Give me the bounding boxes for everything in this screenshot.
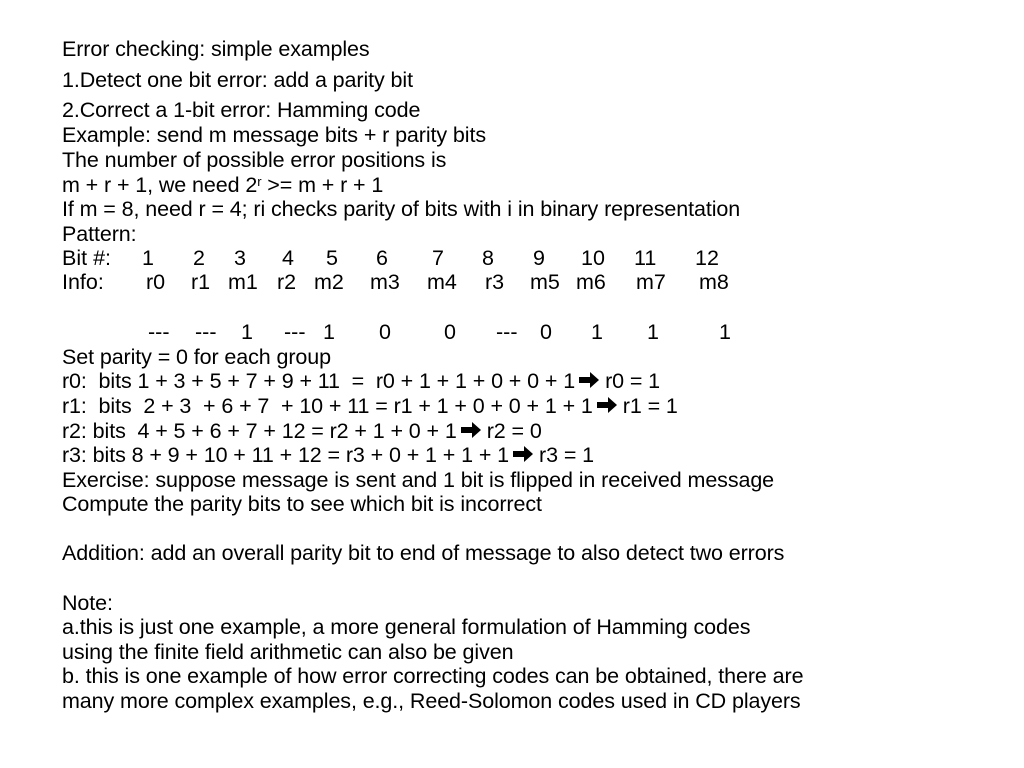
bit-number: 1 bbox=[142, 246, 154, 270]
info-value: m8 bbox=[699, 270, 729, 294]
inequality-pre: m + r + 1, we need 2 bbox=[62, 173, 258, 197]
bit-number: 9 bbox=[533, 246, 545, 270]
right-arrow-icon bbox=[577, 370, 601, 390]
message-value-row bbox=[0, 320, 1024, 344]
message-value: 0 bbox=[540, 320, 552, 344]
message-value: 1 bbox=[719, 320, 731, 344]
parity-result: r0 = 1 bbox=[605, 369, 661, 393]
message-value: 0 bbox=[379, 320, 391, 344]
parity-result: r1 = 1 bbox=[622, 394, 678, 418]
pattern-label: Pattern: bbox=[62, 222, 137, 246]
bit-number: 6 bbox=[376, 246, 388, 270]
bit-row-label: Bit #: bbox=[62, 246, 111, 270]
bit-number: 2 bbox=[193, 246, 205, 270]
set-parity-line: Set parity = 0 for each group bbox=[62, 345, 331, 369]
note-a-line-1: a.this is just one example, a more general formulation of Hamming codes bbox=[62, 615, 751, 639]
message-value: 1 bbox=[323, 320, 335, 344]
if-m-line: If m = 8, need r = 4; ri checks parity of bits with i in binary representation bbox=[62, 197, 741, 221]
info-value: r1 bbox=[191, 270, 211, 294]
parity-equation: r0: bits 1 + 3 + 5 + 7 + 9 + 11 = r0 + 1 + 1 + 0 + 0 + 1 bbox=[62, 369, 576, 393]
message-value: --- bbox=[195, 320, 217, 344]
exercise-line: Exercise: suppose message is sent and 1 bit is flipped in received message bbox=[62, 468, 775, 492]
bit-number: 5 bbox=[326, 246, 338, 270]
right-arrow-icon bbox=[511, 444, 535, 464]
parity-line-r0 bbox=[62, 369, 660, 393]
info-row-label: Info: bbox=[62, 270, 104, 294]
message-value: --- bbox=[496, 320, 518, 344]
inequality-exponent: r bbox=[257, 174, 262, 189]
example-line: Example: send m message bits + r parity bits bbox=[62, 123, 486, 147]
message-value: --- bbox=[284, 320, 306, 344]
bit-number: 4 bbox=[282, 246, 294, 270]
parity-equation: r2: bits 4 + 5 + 6 + 7 + 12 = r2 + 1 + 0 + 1 bbox=[62, 419, 457, 443]
message-value: 1 bbox=[591, 320, 603, 344]
info-row bbox=[0, 270, 1024, 294]
right-arrow-icon bbox=[595, 395, 619, 415]
info-value: m7 bbox=[636, 270, 666, 294]
parity-line-r1 bbox=[62, 394, 678, 418]
info-value: m2 bbox=[314, 270, 344, 294]
parity-result: r3 = 1 bbox=[539, 443, 595, 467]
message-value: 1 bbox=[241, 320, 253, 344]
item-detect-error: 1.Detect one bit error: add a parity bit bbox=[62, 68, 413, 92]
compute-line: Compute the parity bits to see which bit is incorrect bbox=[62, 492, 542, 516]
parity-line-r3 bbox=[62, 443, 594, 467]
parity-line-r2 bbox=[62, 419, 542, 443]
info-value: m5 bbox=[530, 270, 560, 294]
info-value: m1 bbox=[228, 270, 258, 294]
bit-number: 11 bbox=[634, 246, 657, 270]
info-value: r0 bbox=[146, 270, 166, 294]
bit-number: 8 bbox=[482, 246, 494, 270]
info-value: m3 bbox=[370, 270, 400, 294]
info-value: r3 bbox=[485, 270, 505, 294]
inequality-post: >= m + r + 1 bbox=[261, 173, 384, 197]
message-value: 0 bbox=[444, 320, 456, 344]
error-positions-line: The number of possible error positions is bbox=[62, 148, 447, 172]
bit-number: 7 bbox=[432, 246, 444, 270]
parity-equation: r1: bits 2 + 3 + 6 + 7 + 10 + 11 = r1 + 1 + 0 + 0 + 1 + 1 bbox=[62, 394, 593, 418]
message-value: --- bbox=[148, 320, 170, 344]
parity-result: r2 = 0 bbox=[486, 419, 542, 443]
bit-number: 10 bbox=[581, 246, 605, 270]
info-value: r2 bbox=[277, 270, 297, 294]
message-value: 1 bbox=[647, 320, 659, 344]
parity-equation: r3: bits 8 + 9 + 10 + 11 + 12 = r3 + 0 + 1 + 1 + 1 bbox=[62, 443, 510, 467]
inequality-line bbox=[62, 173, 383, 197]
item-correct-error: 2.Correct a 1-bit error: Hamming code bbox=[62, 98, 421, 122]
note-b-line-1: b. this is one example of how error correcting codes can be obtained, there are bbox=[62, 664, 804, 688]
right-arrow-icon bbox=[459, 420, 483, 440]
bit-number: 3 bbox=[234, 246, 246, 270]
note-b-line-2: many more complex examples, e.g., Reed-Solomon codes used in CD players bbox=[62, 689, 801, 713]
bit-number-row bbox=[0, 246, 1024, 270]
info-value: m4 bbox=[427, 270, 457, 294]
slide-title: Error checking: simple examples bbox=[62, 37, 370, 61]
note-a-line-2: using the finite field arithmetic can also be given bbox=[62, 640, 514, 664]
addition-line: Addition: add an overall parity bit to end of message to also detect two errors bbox=[62, 541, 785, 565]
note-label: Note: bbox=[62, 591, 113, 615]
bit-number: 12 bbox=[695, 246, 719, 270]
info-value: m6 bbox=[576, 270, 606, 294]
